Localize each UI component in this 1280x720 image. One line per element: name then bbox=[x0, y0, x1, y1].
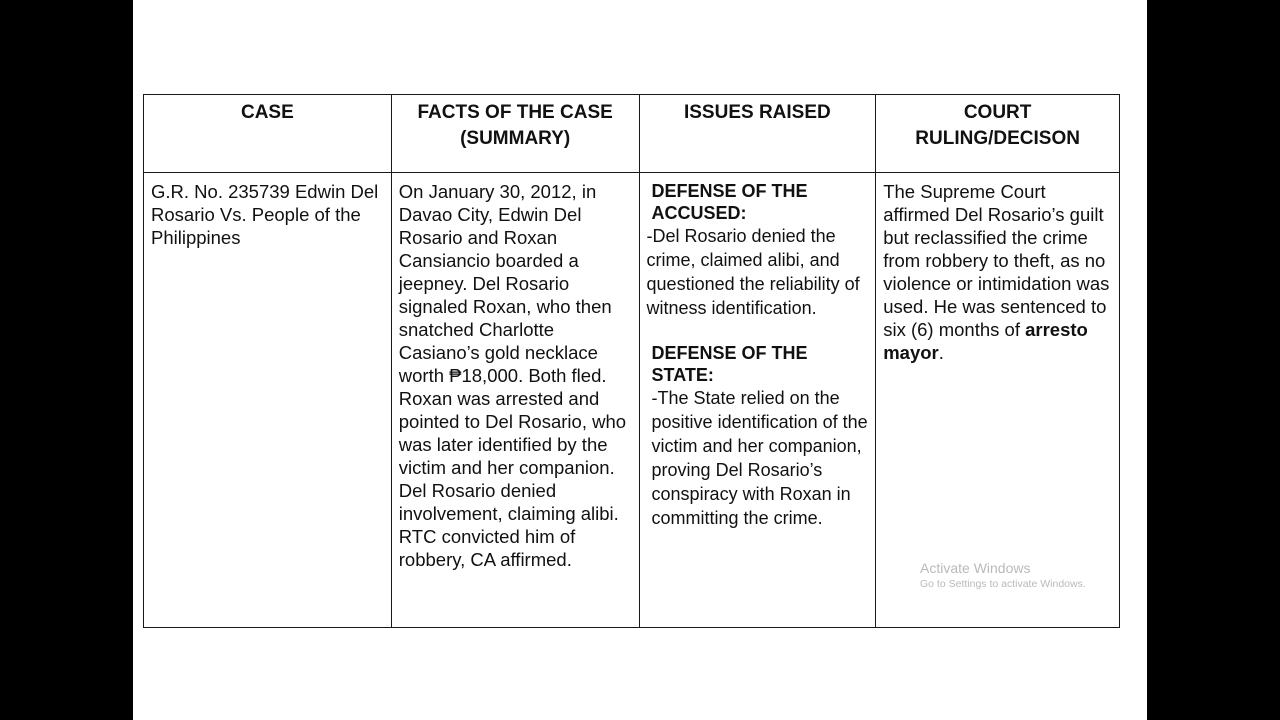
header-row bbox=[144, 95, 1120, 173]
state-defense-text: -The State relied on the positive identification of the victim and her companion, proving Del Rosario’s conspiracy with Roxan in committing the crime. bbox=[651, 388, 868, 528]
header-facts-line1: FACTS OF THE CASE bbox=[417, 102, 613, 123]
header-facts-line2: (SUMMARY) bbox=[460, 128, 571, 149]
header-case-label: CASE bbox=[240, 102, 294, 123]
watermark-title: Activate Windows bbox=[920, 560, 1031, 576]
case-cell bbox=[144, 173, 392, 628]
facts-cell bbox=[391, 173, 639, 628]
slide bbox=[133, 0, 1147, 720]
activate-windows-watermark bbox=[920, 559, 1086, 591]
accused-defense-heading: DEFENSE OF THE ACCUSED: bbox=[651, 181, 808, 223]
case-title: G.R. No. 235739 Edwin Del Rosario Vs. People of the Philippines bbox=[151, 181, 379, 248]
state-defense-heading: DEFENSE OF THE STATE: bbox=[651, 343, 808, 385]
header-ruling-line2: RULING/DECISON bbox=[915, 128, 1080, 149]
ruling-text: The Supreme Court affirmed Del Rosario’s guilt but reclassified the crime from robbery to theft, as no violence or intimidation was used. He was sentenced to six (6) months of bbox=[883, 181, 1110, 340]
header-issues-label: ISSUES RAISED bbox=[683, 102, 831, 123]
accused-defense-text: -Del Rosario denied the crime, claimed alibi, and questioned the reliability of witness identification. bbox=[646, 226, 860, 318]
header-issues bbox=[639, 95, 876, 173]
header-ruling-line1: COURT bbox=[963, 102, 1032, 123]
ruling-penalty: arresto mayor bbox=[883, 319, 1088, 363]
watermark-subtitle: Go to Settings to activate Windows. bbox=[920, 578, 1086, 590]
ruling-period: . bbox=[938, 342, 944, 363]
header-facts bbox=[391, 95, 639, 173]
facts-text: On January 30, 2012, in Davao City, Edwin Del Rosario and Roxan Cansiancio boarded a jeepney. Del Rosario signaled Roxan, who then snatched Charlotte Casiano’s gold necklace worth ₱18,000. Both fled. Roxan was arrested and pointed to Del Rosario, who was later identified by the victim and her companion. Del Rosario denied involvement, claiming alibi. RTC convicted him of robbery, CA affirmed. bbox=[398, 181, 627, 570]
header-ruling bbox=[876, 95, 1120, 173]
header-case bbox=[144, 95, 392, 173]
case-table bbox=[143, 94, 1120, 628]
issues-cell bbox=[639, 173, 876, 628]
